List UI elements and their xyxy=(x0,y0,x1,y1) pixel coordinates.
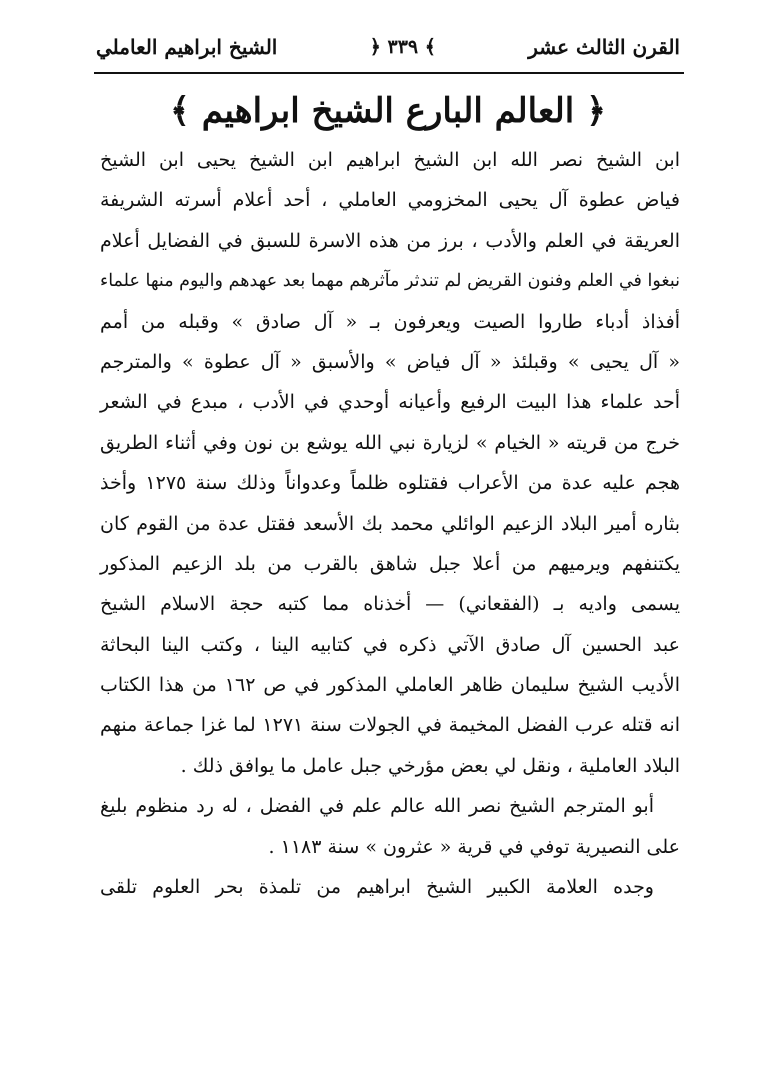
text-line-8: خرج من قريته « الخيام » لزيارة نبي الله يوشع بن نون وفي أثناء الطريق xyxy=(100,431,680,454)
text-line-1: ابن الشيخ نصر الله ابن الشيخ ابراهيم ابن الشيخ يحيى ابن الشيخ xyxy=(100,149,680,171)
text-line-19: وجده العلامة الكبير الشيخ ابراهيم من تلمذة بحر العلوم تلقى xyxy=(100,876,654,899)
text-line-13: عبد الحسين آل صادق الآتي ذكره في كتابيه الينا ، وكتب الينا البحاثة xyxy=(100,633,680,656)
text-line-5: أفذاذ أدباء طاروا الصيت ويعرفون بـ « آل صادق » وقبله من أمم xyxy=(100,310,680,333)
text-line-4: نبغوا في العلم وفنون القريض لم تندثر مآثرهم مهما بعد عهدهم واليوم منها علماء xyxy=(100,271,680,292)
entry-body xyxy=(100,140,680,907)
text-line-11: يكتنفهم ويرميهم من أعلا جبل شاهق بالقرب من بلد الزعيم المذكور xyxy=(100,552,680,575)
text-line-10: بثاره أمير البلاد الزعيم الوائلي محمد بك الأسعد فقتل عدة من القوم كان xyxy=(100,512,680,535)
page-number: ﴾ ٣٣٩ ﴿ xyxy=(369,36,436,58)
text-line-2: فياض عطوة آل يحيى المخزومي العاملي ، أحد أعلام أسرته الشريفة xyxy=(100,189,680,212)
text-line-16: البلاد العاملية ، ونقل لي بعض مؤرخي جبل عامل ما يوافق ذلك . xyxy=(180,754,680,777)
entry-title: ﴿ العالم البارع الشيخ ابراهيم ﴾ xyxy=(170,91,606,131)
header-divider xyxy=(94,72,684,74)
text-line-18: على النصيرية توفي في قرية « عثرون » سنة ١١٨٣ . xyxy=(268,835,680,858)
text-line-12: يسمى واديه بـ (الفقعاني) — أخذناه مما كتبه حجة الاسلام الشيخ xyxy=(100,593,680,616)
header-century: القرن الثالث عشر xyxy=(528,35,680,59)
text-line-9: هجم عليه عدة من الأعراب فقتلوه ظلماً وعدواناً وذلك سنة ١٢٧٥ وأخذ xyxy=(100,472,680,495)
text-line-6: « آل يحيى » وقبلئذ « آل فياض » والأسبق « آل عطوة » والمترجم xyxy=(100,350,680,373)
text-line-3: العريقة في العلم والأدب ، برز من هذه الاسرة للسبق في الفضايل أعلام xyxy=(100,229,680,252)
text-line-15: انه قتله عرب الفضل المخيمة في الجولات سنة ١٢٧١ لما غزا جماعة منهم xyxy=(100,714,680,737)
text-line-14: الأديب الشيخ سليمان ظاهر العاملي المذكور في ص ١٦٢ من هذا الكتاب xyxy=(100,674,680,697)
text-line-7: أحد علماء هذا البيت الرفيع وأعيانه أوحدي في الأدب ، مبدع في الشعر xyxy=(100,391,680,414)
page-header xyxy=(96,28,680,66)
text-line-17: أبو المترجم الشيخ نصر الله عالم علم في الفضل ، له رد منظوم بليغ xyxy=(100,795,654,818)
header-subject: الشيخ ابراهيم العاملي xyxy=(96,35,278,59)
